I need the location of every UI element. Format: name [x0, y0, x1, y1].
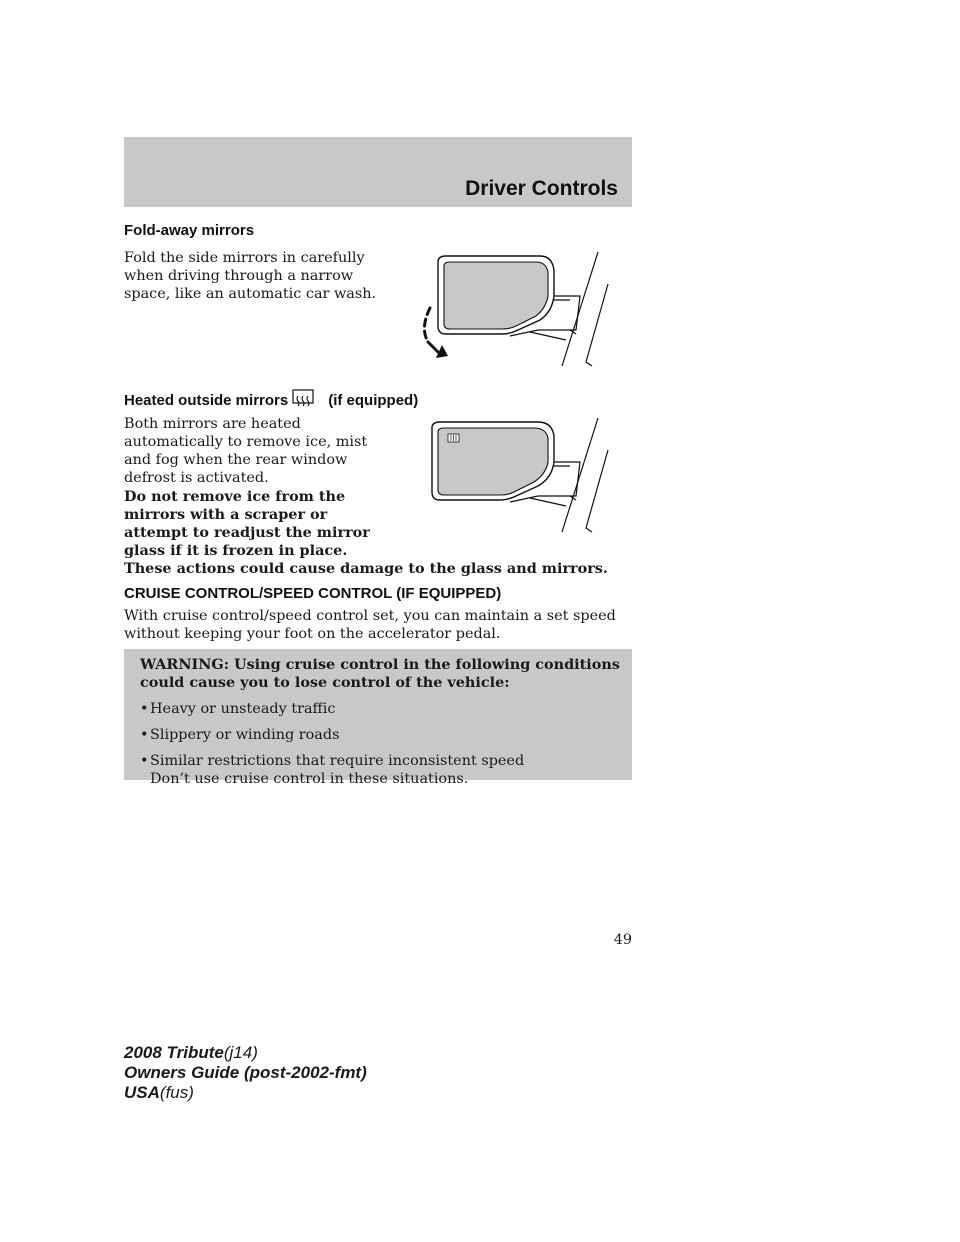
warning-item-text: Similar restrictions that require inconsistent speed Don’t use cruise control in these situations. [150, 753, 525, 787]
heated-mirror-illustration [410, 410, 610, 534]
section-title: Driver Controls [465, 177, 618, 200]
bullet: • [140, 753, 149, 769]
heated-line: defrost is activated. [124, 470, 269, 486]
fold-away-line: space, like an automatic car wash. [124, 286, 377, 302]
footer-model: 2008 Tribute [124, 1043, 224, 1062]
heated-line: automatically to remove ice, mist [124, 434, 368, 450]
warning-item-text: Heavy or unsteady traffic [150, 701, 336, 717]
bullet: • [140, 727, 149, 743]
page-number: 49 [613, 932, 632, 948]
caution-line: mirrors with a scraper or [124, 506, 328, 523]
heated-heading-right: (if equipped) [328, 392, 419, 409]
heated-heading-left: Heated outside mirrors [124, 392, 289, 409]
caution-line: attempt to readjust the mirror [124, 524, 370, 541]
heated-paragraph [124, 415, 367, 487]
document-footer [124, 1043, 367, 1103]
caution-line: glass if it is frozen in place. [124, 542, 348, 559]
fold-away-line: Fold the side mirrors in carefully [124, 250, 365, 266]
warning-item-text: Slippery or winding roads [150, 727, 340, 743]
mirror-defrost-icon [448, 434, 459, 442]
warning-content [140, 656, 620, 788]
cruise-line: With cruise control/speed control set, you can maintain a set speed [124, 608, 616, 624]
footer-guide: Owners Guide (post-2002-fmt) [124, 1063, 367, 1082]
rear-defrost-icon [292, 389, 314, 409]
warning-list-item [140, 700, 620, 718]
warning-list [140, 700, 620, 788]
warning-box [124, 649, 632, 787]
heated-line: and fog when the rear window [124, 452, 348, 468]
footer-line-3 [124, 1083, 367, 1103]
caution-line: Do not remove ice from the [124, 488, 346, 505]
footer-line-1 [124, 1043, 367, 1063]
caution-line: These actions could cause damage to the glass and mirrors. [124, 560, 608, 577]
section-header-band [124, 137, 632, 207]
warning-list-item [140, 726, 620, 744]
fold-away-line: when driving through a narrow [124, 268, 354, 284]
fold-away-mirror-illustration [410, 244, 610, 368]
warning-line: could cause you to lose control of the vehicle: [140, 674, 510, 691]
warning-list-item [140, 752, 620, 788]
footer-market-code: (fus) [159, 1083, 194, 1102]
fold-away-paragraph [124, 249, 376, 303]
heated-mirrors-heading [124, 389, 418, 409]
footer-model-code: (j14) [223, 1043, 258, 1062]
cruise-line: without keeping your foot on the accelerator pedal. [124, 626, 501, 642]
warning-line: WARNING: Using cruise control in the following conditions [140, 656, 620, 673]
fold-away-heading: Fold-away mirrors [124, 222, 255, 239]
cruise-control-paragraph [124, 607, 616, 643]
heated-line: Both mirrors are heated [124, 416, 301, 432]
cruise-control-heading: CRUISE CONTROL/SPEED CONTROL (IF EQUIPPED) [124, 585, 502, 602]
footer-market: USA [124, 1083, 160, 1102]
bullet: • [140, 701, 149, 717]
